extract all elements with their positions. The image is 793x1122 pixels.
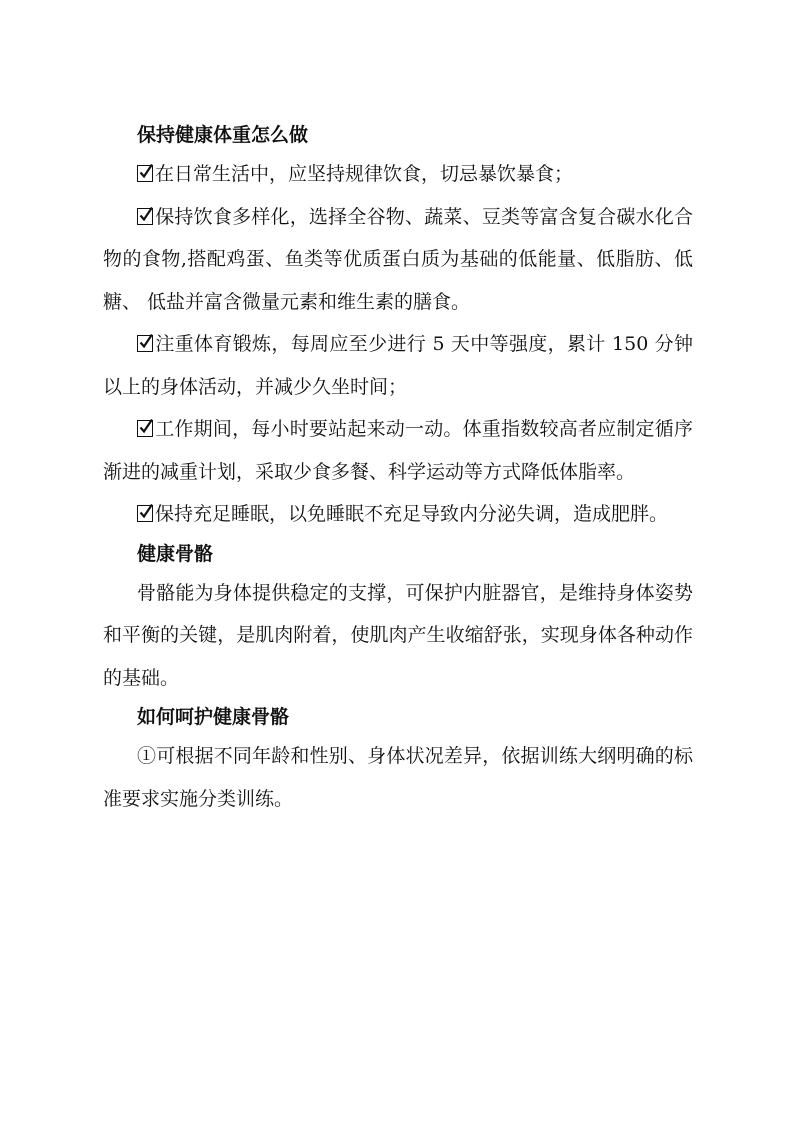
numbered-item-marker: ① bbox=[137, 745, 157, 767]
checklist-item-text: 保持饮食多样化，选择全谷物、蔬菜、豆类等富含复合碳水化合物的食物,搭配鸡蛋、鱼类等优质蛋白质为基础的低能量、低脂肪、低糖、 低盐并富含微量元素和维生素的膳食。 bbox=[103, 205, 693, 313]
checkbox-checked-icon bbox=[137, 165, 153, 182]
checkbox-checked-icon bbox=[137, 208, 153, 225]
checkbox-checked-icon bbox=[137, 335, 153, 352]
section-heading-bone-care: 如何呵护健康骨骼 bbox=[137, 706, 290, 728]
checklist-item-text: 注重体育锻炼，每周应至少进行 5 天中等强度，累计 150 分钟以上的身体活动，并减少久坐时间； bbox=[103, 333, 693, 398]
body-paragraph: 骨骼能为身体提供稳定的支撑，可保护内脏器官，是维持身体姿势和平衡的关键，是肌肉附着，使肌肉产生收缩舒张，实现身体各种动作的基础。 bbox=[103, 581, 693, 689]
checklist-item bbox=[103, 408, 693, 493]
checklist-item-text: 保持充足睡眠，以免睡眠不充足导致内分泌失调，造成肥胖。 bbox=[155, 503, 669, 525]
checkbox-checked-icon bbox=[137, 420, 153, 437]
numbered-item bbox=[103, 735, 693, 820]
document-body bbox=[103, 117, 693, 820]
checklist-item-text: 在日常生活中，应坚持规律饮食，切忌暴饮暴食； bbox=[155, 163, 574, 185]
numbered-item-text: 可根据不同年龄和性别、身体状况差异，依据训练大纲明确的标准要求实施分类训练。 bbox=[103, 745, 693, 810]
checklist-item-text: 工作期间，每小时要站起来动一动。体重指数较高者应制定循序渐进的减重计划，采取少食多餐、科学运动等方式降低体脂率。 bbox=[103, 418, 693, 483]
section-heading-weight: 保持健康体重怎么做 bbox=[137, 124, 309, 146]
checklist-item bbox=[103, 323, 693, 408]
checklist-item bbox=[103, 196, 693, 324]
checkbox-checked-icon bbox=[137, 505, 153, 522]
section-heading-bones: 健康骨骼 bbox=[137, 542, 214, 565]
checklist-item bbox=[103, 493, 693, 536]
checklist-item bbox=[103, 153, 693, 196]
